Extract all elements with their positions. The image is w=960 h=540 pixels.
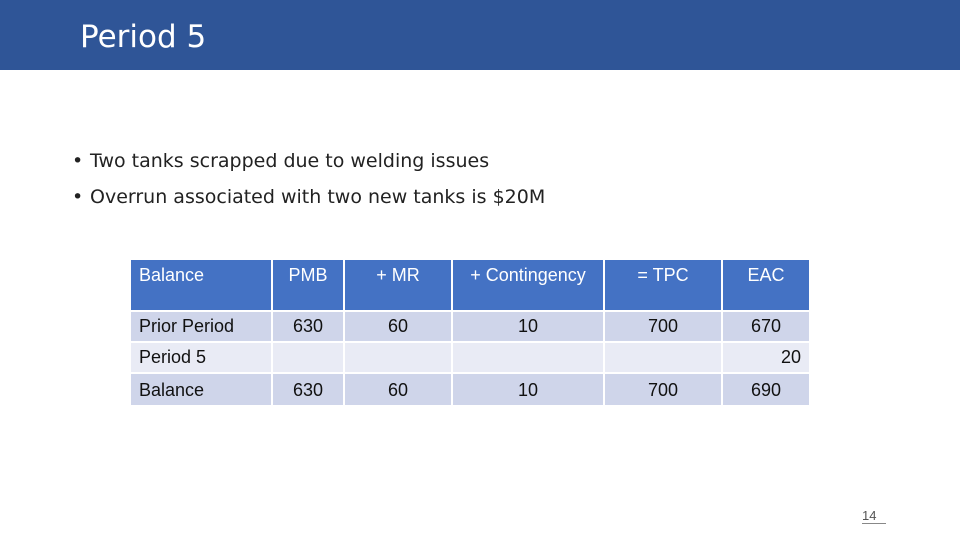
table-cell: 10 (453, 374, 603, 405)
table-cell: 690 (723, 374, 809, 405)
table-cell: 670 (723, 312, 809, 341)
slide-header (0, 0, 960, 70)
table-cell (345, 343, 451, 372)
table-cell (453, 343, 603, 372)
bullet-item (72, 148, 545, 184)
table-header-cell: + Contingency (453, 260, 603, 310)
page-number: 14 (862, 508, 877, 523)
bullet-list (72, 148, 545, 220)
table-cell: 630 (273, 312, 343, 341)
table-header-row (131, 260, 809, 310)
bullet-dot-icon: • (72, 186, 84, 208)
row-label: Period 5 (131, 343, 271, 372)
table-row (131, 374, 809, 405)
table-row (131, 343, 809, 372)
table-cell: 20 (723, 343, 809, 372)
table-cell: 60 (345, 374, 451, 405)
budget-table (129, 258, 811, 407)
table-header-cell: EAC (723, 260, 809, 310)
table-header-cell: PMB (273, 260, 343, 310)
table-header-cell: + MR (345, 260, 451, 310)
page-number-underline (862, 523, 886, 524)
table-cell: 10 (453, 312, 603, 341)
bullet-item (72, 184, 545, 220)
table-cell: 630 (273, 374, 343, 405)
table-cell (605, 343, 721, 372)
row-label: Balance (131, 374, 271, 405)
table-cell: 700 (605, 312, 721, 341)
table-header-cell: Balance (131, 260, 271, 310)
table-cell: 60 (345, 312, 451, 341)
slide-title: Period 5 (80, 19, 207, 55)
table-header-cell: = TPC (605, 260, 721, 310)
table-row (131, 312, 809, 341)
table-cell: 700 (605, 374, 721, 405)
bullet-text: Two tanks scrapped due to welding issues (90, 150, 490, 172)
table-cell (273, 343, 343, 372)
bullet-text: Overrun associated with two new tanks is $20M (90, 186, 546, 208)
bullet-dot-icon: • (72, 150, 84, 172)
row-label: Prior Period (131, 312, 271, 341)
